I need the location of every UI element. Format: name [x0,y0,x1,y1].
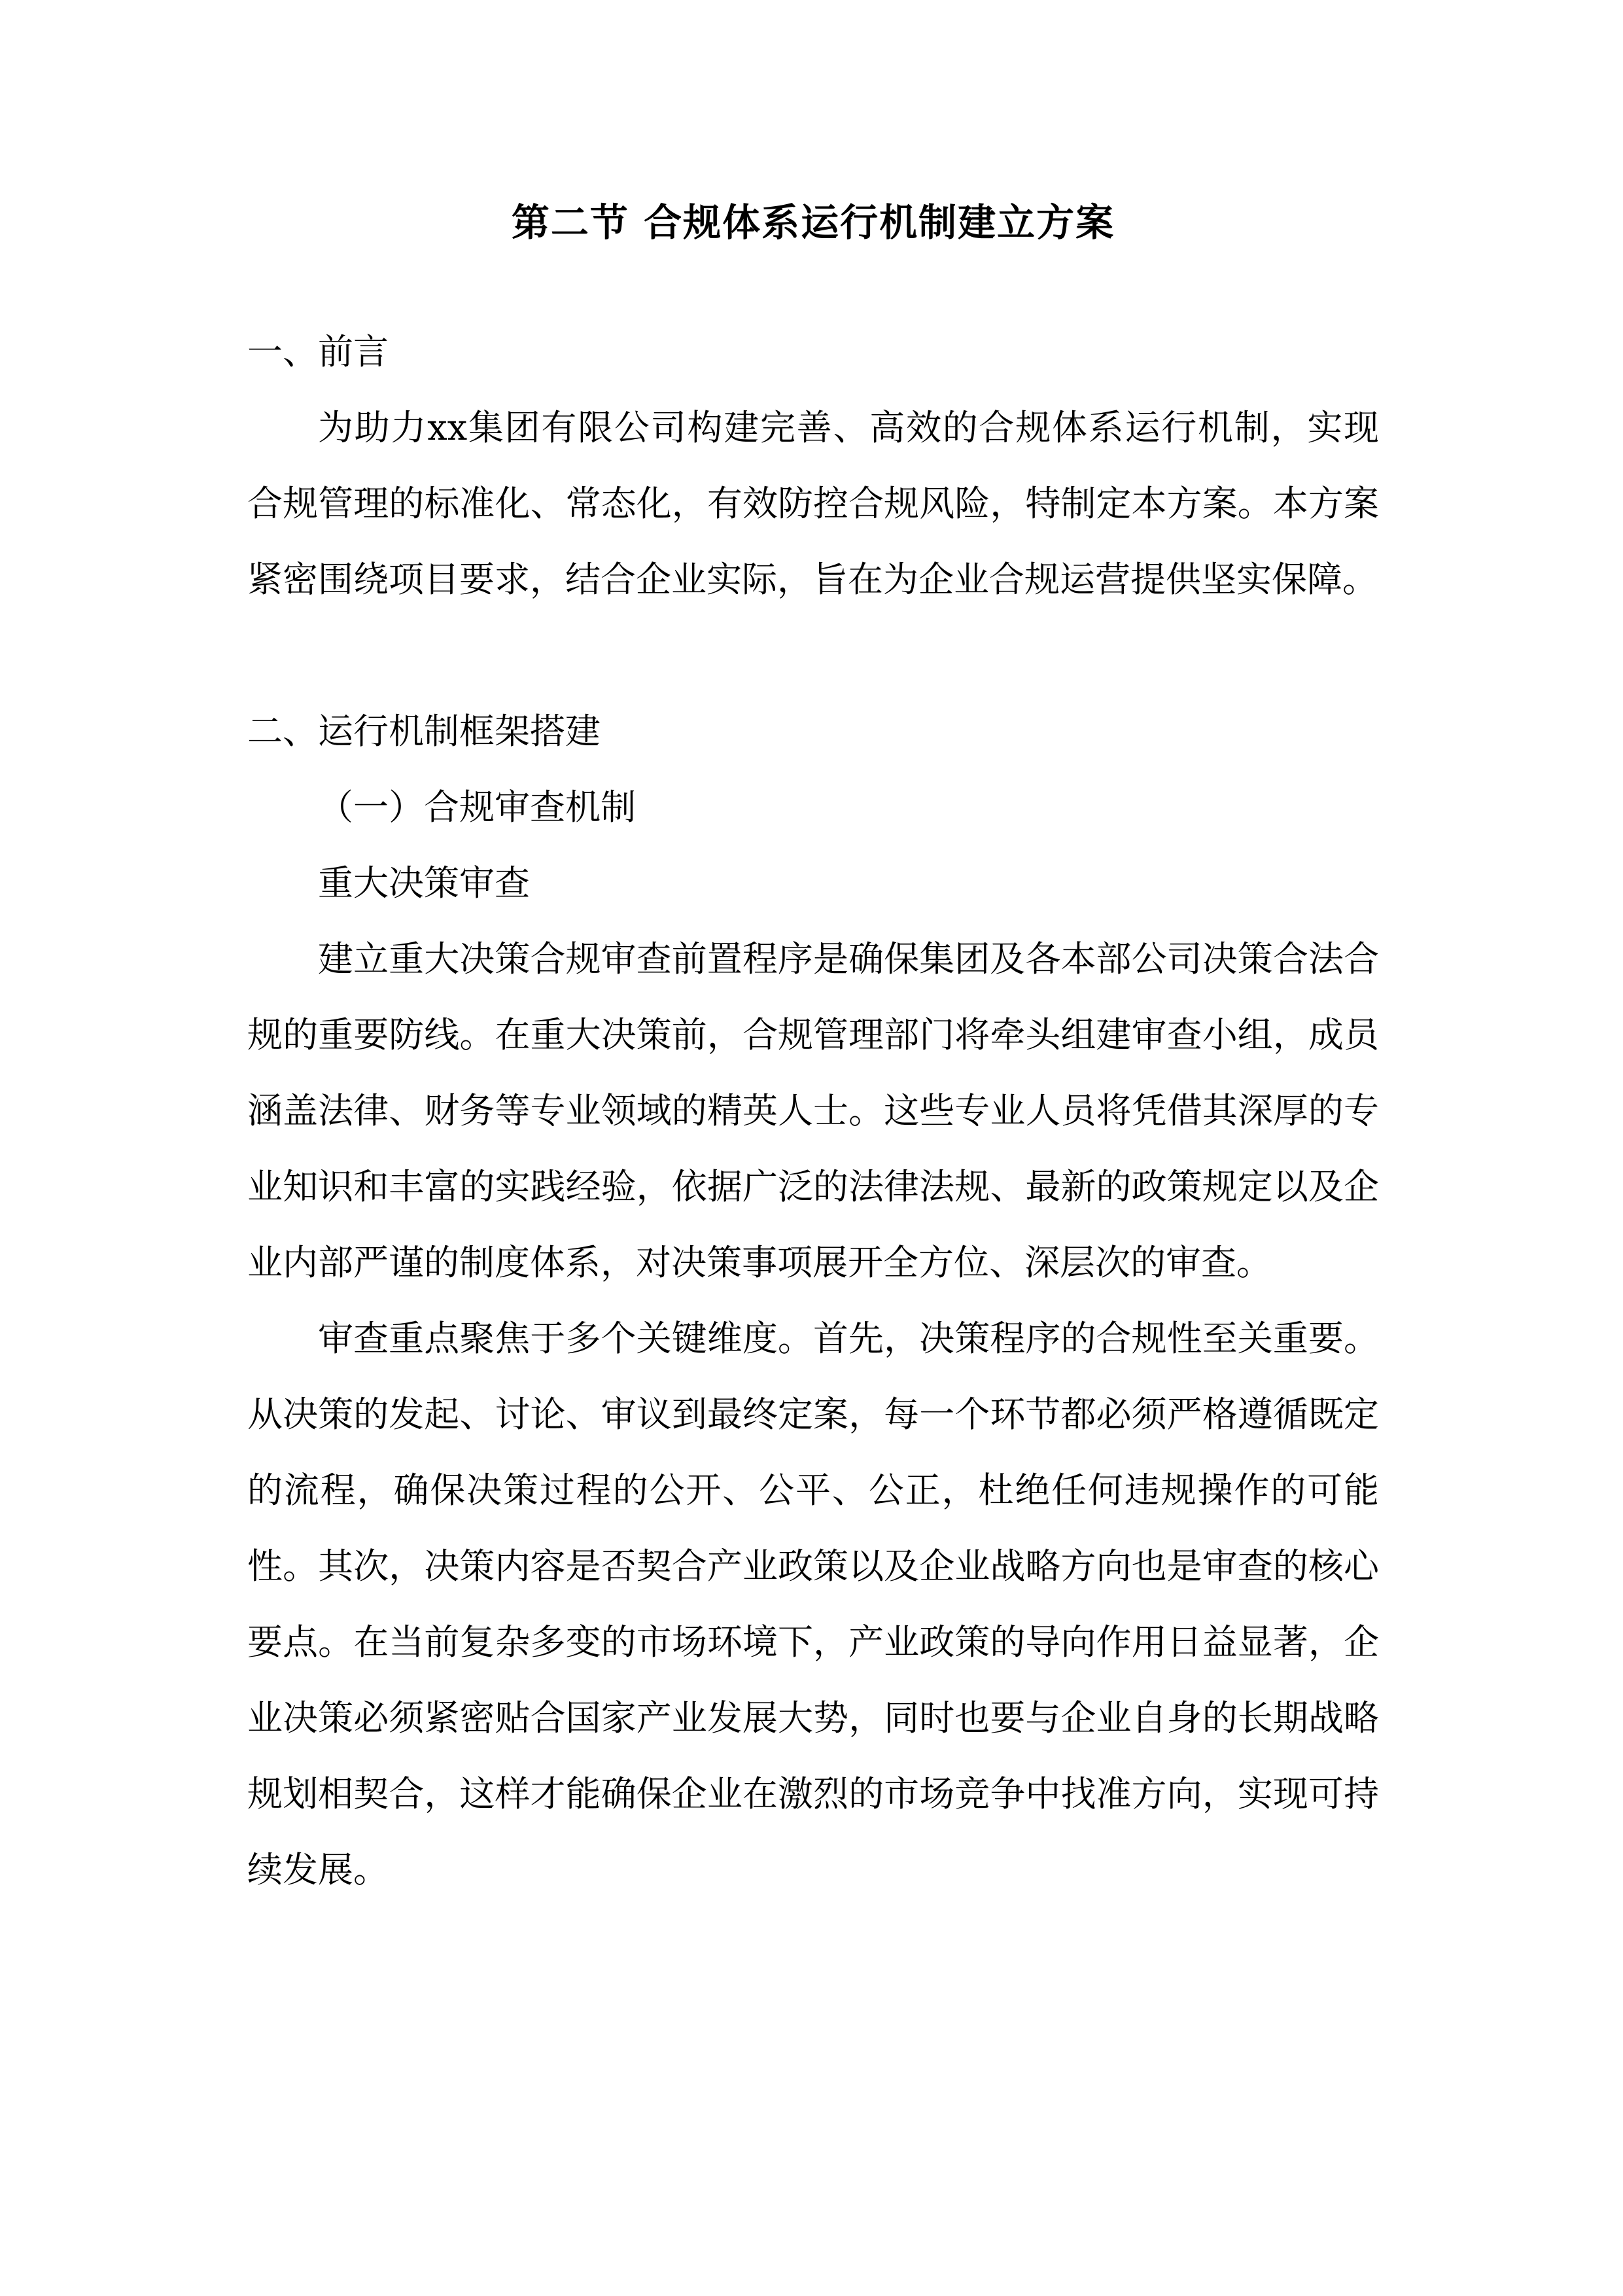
section-gap [247,618,1379,694]
section-heading-framework: 二、运行机制框架搭建 [247,711,601,752]
document-body [247,196,1379,1908]
subheading-compliance-review: （一）合规审查机制 [318,786,636,828]
page-title: 第二节 合规体系运行机制建立方案 [511,200,1115,245]
review-paragraph-2: 审查重点聚焦于多个关键维度。首先，决策程序的合规性至关重要。从决策的发起、讨论、审议到最终定案，每一个环节都必须严格遵循既定的流程，确保决策过程的公开、公平、公正，杜绝任何违规操作的可能性。其次，决策内容是否契合产业政策以及企业战略方向也是审查的核心要点。在当前复杂多变的市场环境下，产业政策的导向作用日益显著，企业决策必须紧密贴合国家产业发展大势，同时也要与企业自身的长期战略规划相契合，这样才能确保企业在激烈的市场竞争中找准方向，实现可持续发展。 [247,1318,1379,1890]
preface-paragraph: 为助力xx集团有限公司构建完善、高效的合规体系运行机制，实现合规管理的标准化、常态化，有效防控合规风险，特制定本方案。本方案紧密围绕项目要求，结合企业实际，旨在为企业合规运营提供坚实保障。 [247,407,1379,600]
section-heading-preface: 一、前言 [247,331,389,372]
subheading-major-decision-review: 重大决策审查 [318,862,530,904]
review-paragraph-1: 建立重大决策合规审查前置程序是确保集团及各本部公司决策合法合规的重要防线。在重大决策前，合规管理部门将牵头组建审查小组，成员涵盖法律、财务等专业领域的精英人士。这些专业人员将凭借其深厚的专业知识和丰富的实践经验，依据广泛的法律法规、最新的政策规定以及企业内部严谨的制度体系，对决策事项展开全方位、深层次的审查。 [247,938,1379,1283]
